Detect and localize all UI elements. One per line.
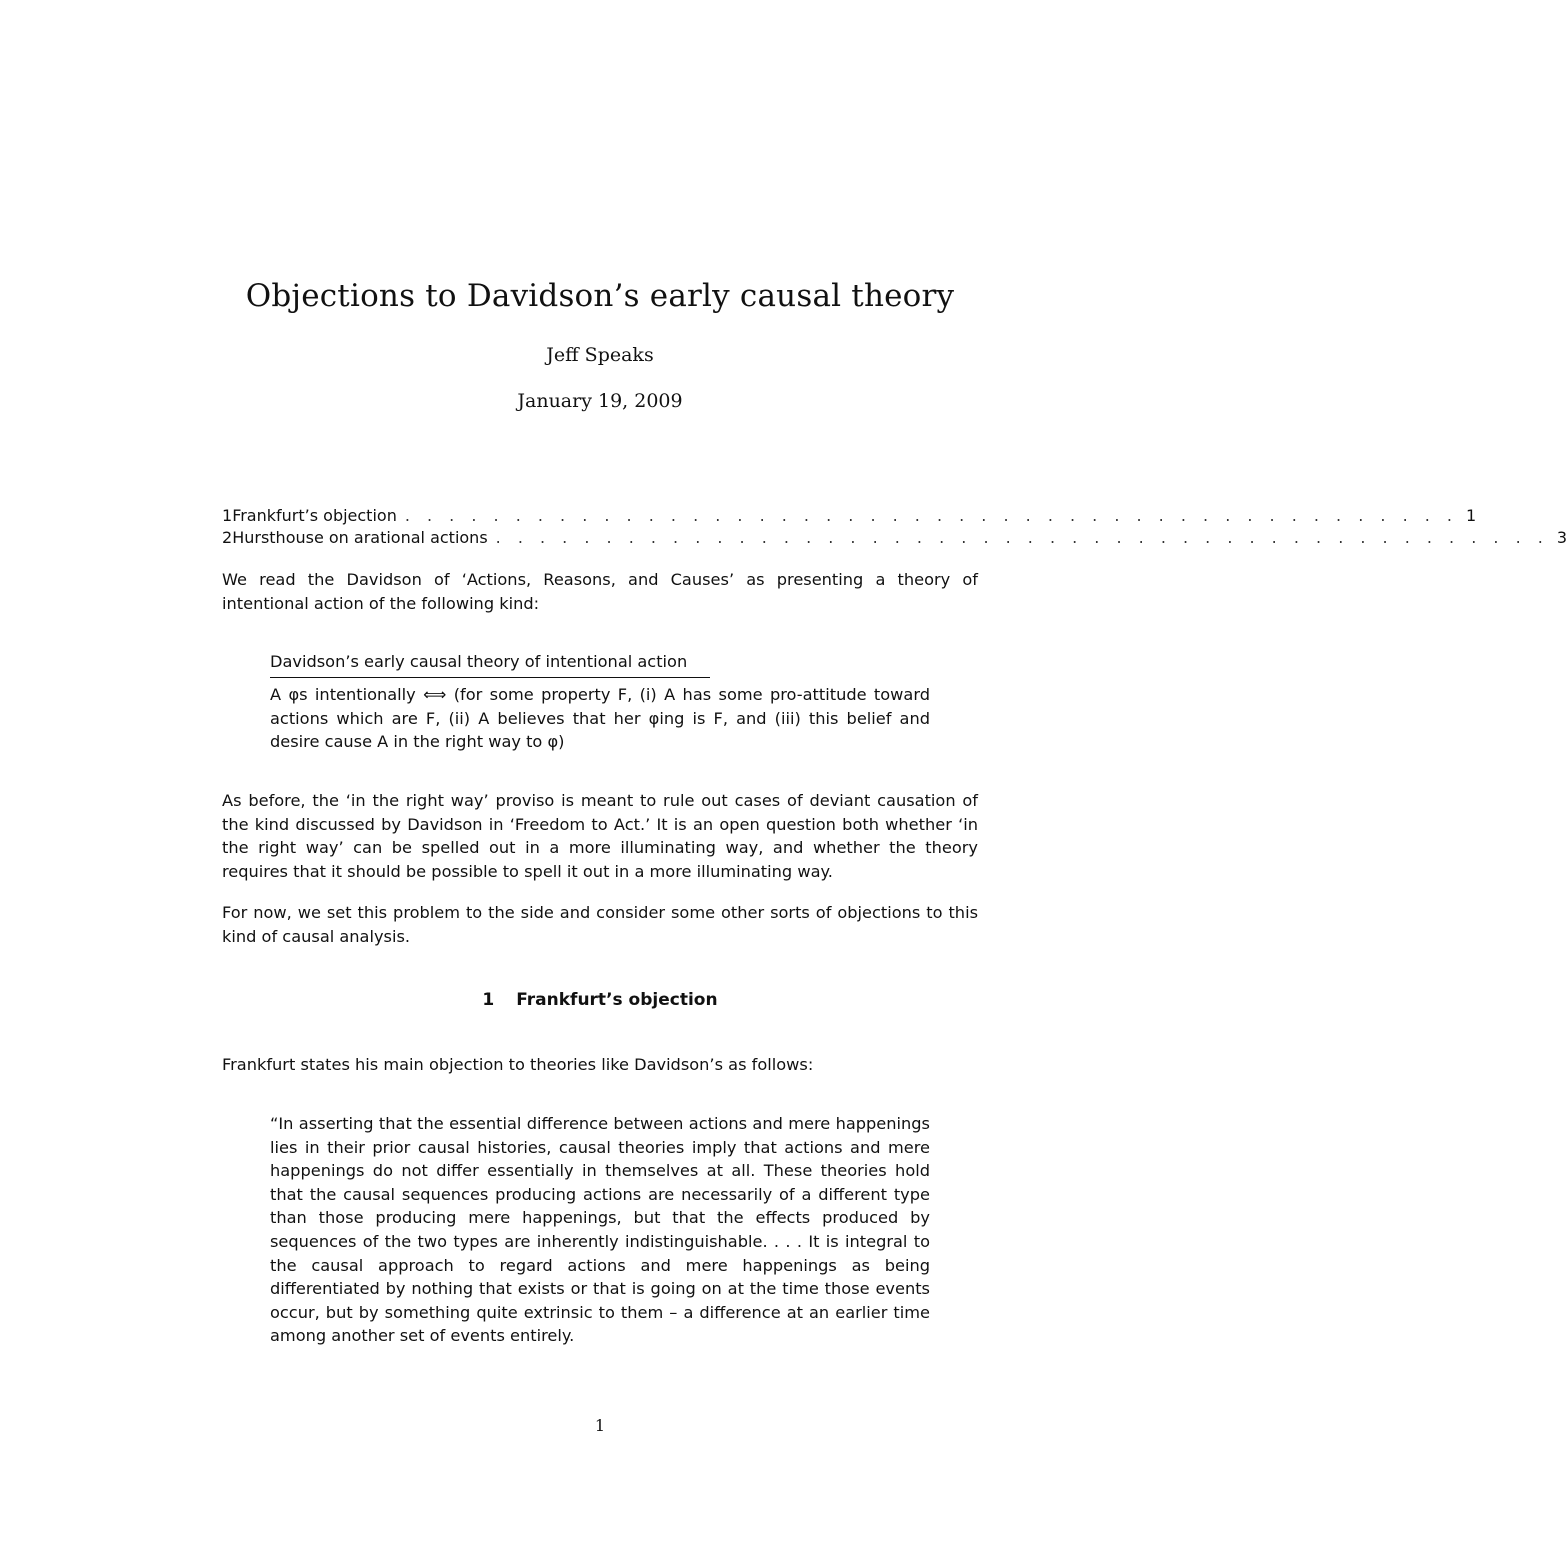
toc-entry[interactable]: [222, 506, 1477, 528]
block-quote: “In asserting that the essential difference between actions and mere happenings lies in their prior causal histories, causal theories imply that actions and mere happenings do not differ essentially in themselves at all. These theories hold that the causal sequences producing actions are necessarily of a different type than those producing mere happenings, but that the effects produced by sequences of the two types are inherently indistinguishable. . . . It is integral to the causal approach to regard actions and mere happenings as being differentiated by nothing that exists or that is going on at the time those events occur, but by something quite extrinsic to them – a difference at an earlier time among another set of events entirely.: [270, 1114, 930, 1346]
toc-entry-page: 1: [1466, 506, 1477, 525]
for-now-paragraph: For now, we set this problem to the side and consider some other sorts of objections to this kind of causal analysis.: [222, 903, 978, 946]
frankfurt-paragraph: Frankfurt states his main objection to theories like Davidson’s as follows:: [222, 1055, 814, 1074]
toc-entry-title: Hursthouse on arational actions: [232, 528, 488, 547]
paper-date: January 19, 2009: [517, 390, 683, 412]
toc-entry[interactable]: [222, 528, 1567, 550]
intro-paragraph: We read the Davidson of ‘Actions, Reasons, and Causes’ as presenting a theory of intentional action of the following kind:: [222, 570, 978, 613]
paper-author: Jeff Speaks: [546, 344, 654, 366]
theory-box-title: Davidson’s early causal theory of intentional action: [270, 652, 688, 671]
section-heading: [0, 990, 1200, 1010]
section-title: Frankfurt’s objection: [516, 990, 718, 1010]
toc-entry-number: 1: [222, 506, 233, 525]
paper-title: Objections to Davidson’s early causal theory: [245, 278, 955, 314]
toc-entry-title: Frankfurt’s objection: [232, 506, 397, 525]
theory-box-body: A φs intentionally ⟺ (for some property F, (i) A has some pro-attitude toward actions which are F, (ii) A believes that her φing is F, and (iii) this belief and desire cause A in the right way to φ): [270, 685, 930, 752]
toc-entry-page: 3: [1556, 528, 1567, 547]
right-way-paragraph: As before, the ‘in the right way’ proviso is meant to rule out cases of deviant causation of the kind discussed by Davidson in ‘Freedom to Act.’ It is an open question both whether ‘in the right way’ can be spelled out in a more illuminating way, and whether the theory requires that it should be possible to spell it out in a more illuminating way.: [222, 791, 978, 881]
table-of-contents: [222, 506, 1567, 550]
toc-entry-number: 2: [222, 528, 233, 547]
section-number: 1: [482, 990, 495, 1010]
toc-leader-dots: . . . . . . . . . . . . . . . . . . . . . . . . . . . . . . . . . . . . . . . . . . . . . . . .: [404, 506, 1458, 525]
toc-leader-dots: . . . . . . . . . . . . . . . . . . . . . . . . . . . . . . . . . . . . . . . . . . . . . . . .: [495, 528, 1549, 547]
page-number: 1: [594, 1416, 606, 1435]
theory-box-rule: [270, 677, 710, 678]
